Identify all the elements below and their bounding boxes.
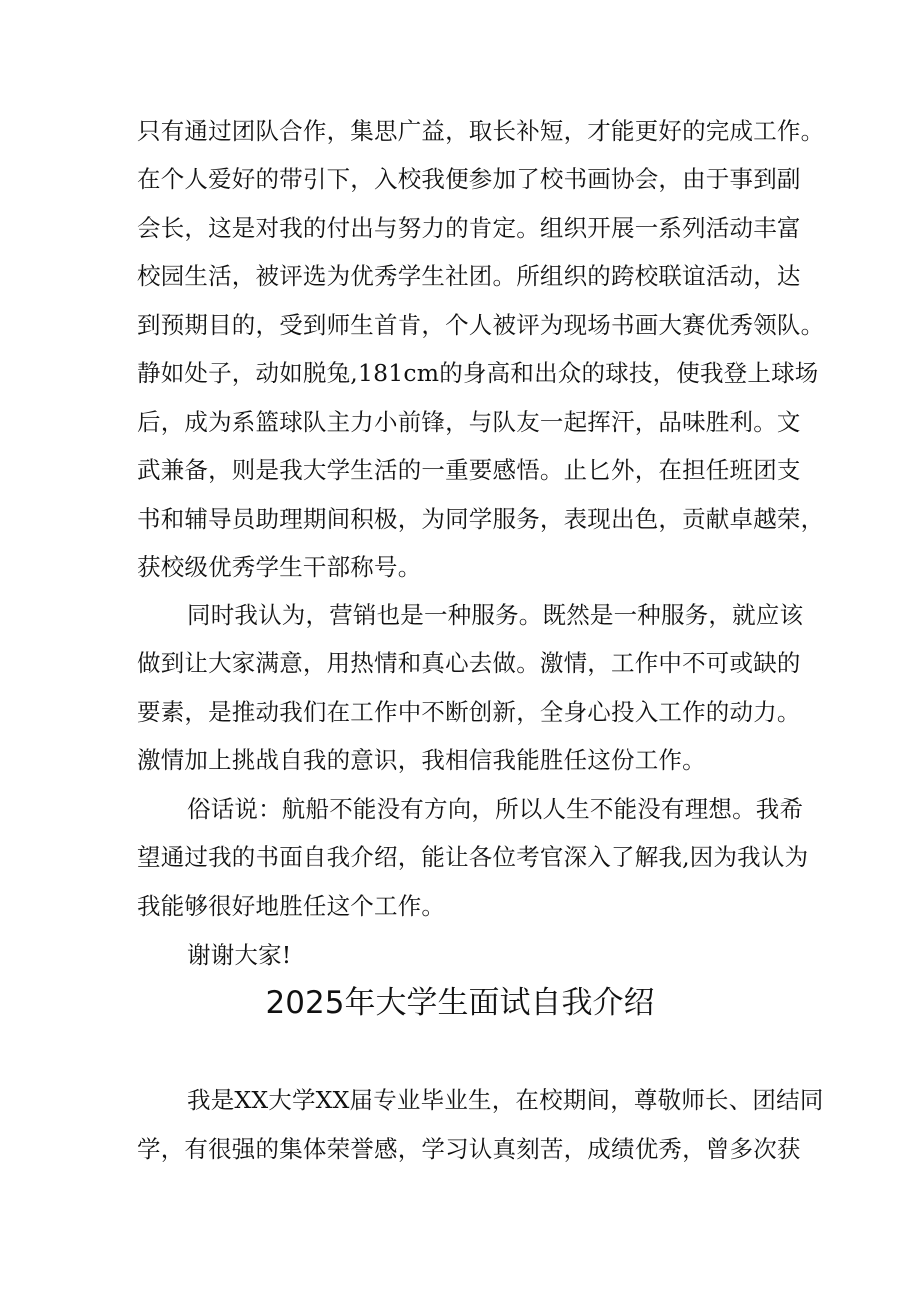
paragraph-line: 同时我认为，营销也是一种服务。既然是一种服务，就应该 [187,601,804,629]
closing-line: 谢谢大家! [187,941,292,969]
paragraph-line: 我能够很好地胜任这个工作。 [137,892,446,920]
paragraph-line: 学，有很强的集体荣誉感，学习认真刻苦，成绩优秀，曾多次获 [137,1135,801,1163]
paragraph-line: 到预期目的，受到师生首肯，个人被评为现场书画大赛优秀领队。 [137,311,825,339]
paragraph-line: 书和辅导员助理期间积极，为同学服务，表现出色，贡献卓越荣， [137,505,825,533]
paragraph-line: 激情加上挑战自我的意识，我相信我能胜任这份工作。 [137,746,706,774]
paragraph-line: 俗话说：航船不能没有方向，所以人生不能没有理想。我希 [187,795,804,823]
paragraph-line: 我是XX大学XX届专业毕业生，在校期间，尊敬师长、团结同 [187,1086,824,1114]
paragraph-line: 获校级优秀学生干部称号。 [137,553,422,581]
paragraph-line: 只有通过团队合作，集思广益，取长补短，才能更好的完成工作。 [137,117,825,145]
paragraph-line: 静如处子，动如脱兔,181cm的身高和出众的球技，使我登上球场 [137,359,819,387]
paragraph-line: 望通过我的书面自我介绍，能让各位考官深入了解我,因为我认为 [137,843,809,871]
section-title: 2025年大学生面试自我介绍 [265,985,655,1021]
paragraph-line: 校园生活，被评选为优秀学生社团。所组织的跨校联谊活动，达 [137,262,801,290]
paragraph-line: 要素，是推动我们在工作中不断创新，全身心投入工作的动力。 [137,698,801,726]
paragraph-line: 武兼备，则是我大学生活的一重要感悟。止匕外，在担任班团支 [137,456,801,484]
paragraph-line: 做到让大家满意，用热情和真心去做。激情，工作中不可或缺的 [137,649,801,677]
paragraph-line: 在个人爱好的带引下，入校我便参加了校书画协会，由于事到副 [137,165,801,193]
paragraph-line: 后，成为系篮球队主力小前锋，与队友一起挥汗，品味胜利。文 [137,408,801,436]
paragraph-line: 会长，这是对我的付出与努力的肯定。组织开展一系列活动丰富 [137,214,801,242]
